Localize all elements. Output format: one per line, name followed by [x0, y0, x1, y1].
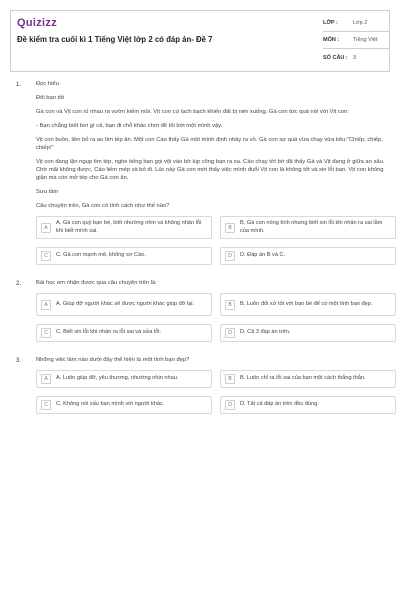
option-text: A. Luôn giúp đỡ, yêu thương, nhường nhịn nhau. — [56, 375, 179, 382]
option-c[interactable] — [36, 247, 212, 265]
question-prompt: Những việc làm nào dưới đây thể hiện là một tình bạn đẹp? — [36, 357, 190, 363]
option-text: B. Luôn chỉ ra lỗi sai của bạn một cách thẳng thắn. — [240, 375, 366, 382]
option-letter-box: C — [41, 251, 51, 261]
meta-label: SỐ CÂU : — [323, 54, 348, 61]
option-letter-box: C — [41, 328, 51, 338]
options-grid — [36, 216, 390, 265]
options-grid — [36, 370, 390, 414]
option-letter-box: B — [225, 223, 235, 233]
option-b[interactable] — [220, 293, 396, 316]
option-c[interactable] — [36, 324, 212, 342]
option-letter-box: D — [225, 251, 235, 261]
section-label: Đọc hiểu — [36, 81, 59, 87]
option-text: C. Không nói xấu bạn mình với người khác. — [56, 401, 165, 408]
questions-list — [10, 78, 390, 428]
option-text: D. Tất cả đáp án trên đều đúng. — [240, 401, 319, 408]
quizizz-logo: Quizizz — [17, 17, 57, 29]
worksheet-title: Đề kiểm tra cuối kì 1 Tiếng Việt lớp 2 có đáp án- Đề 7 — [17, 35, 213, 44]
meta-label: MÔN : — [323, 37, 340, 43]
meta-value: 3 — [353, 54, 357, 61]
option-letter-box: B — [225, 300, 235, 310]
option-d[interactable] — [220, 247, 396, 265]
option-letter-box: A — [41, 374, 51, 384]
option-a[interactable] — [36, 370, 212, 388]
option-text: D. Cả 3 đáp án trên. — [240, 329, 291, 336]
story-paragraph: Vịt con đang lặn ngụp tìm tép, nghe tiếng bạn gọi vội vào bờ kịp cõng bạn ra xa. Cáo chạy tới bờ đã thấy Gà và Vịt đang ở giữa ao sâu. Chờ mãi không được, Cáo liếm mép và bỏ đi. Lúc này Gà con mới thấy việc mình đuổi Vịt con là không tốt và xin lỗi bạn. Vịt con không giận mà còn mở tép cho Gà con ăn. — [36, 159, 385, 181]
meta-panel — [323, 15, 389, 66]
worksheet-header — [10, 10, 390, 72]
story-title: Đôi bạn tốt — [36, 95, 65, 101]
option-text: D. Đáp án B và C. — [240, 252, 286, 259]
meta-row-grade — [323, 15, 389, 32]
question-number: 1. — [16, 82, 22, 88]
meta-value: Tiếng Việt — [353, 37, 378, 43]
meta-row-question-count — [323, 49, 389, 66]
question-2 — [10, 279, 390, 342]
option-a[interactable] — [36, 216, 212, 239]
option-letter-box: A — [41, 300, 51, 310]
question-number: 2. — [16, 281, 22, 287]
question-number: 3. — [16, 358, 22, 364]
option-a[interactable] — [36, 293, 212, 316]
question-1 — [10, 80, 390, 265]
story-source: Sưu tầm — [36, 189, 59, 195]
story-paragraph: Vịt con buồn, liền bỏ ra ao tìm tép ăn. Một con Cáo thấy Gà một mình định nhảy ra vồ. Gà con sợ quá vừa chạy vừa kêu:"Chiếp, chiếp, chiếp!" — [36, 137, 383, 151]
option-letter-box: C — [41, 400, 51, 410]
option-letter-box: D — [225, 328, 235, 338]
option-b[interactable] — [220, 370, 396, 388]
story-paragraph: - Bạn chẳng biết bơi gì cả, bạn đi chỗ khác chơi để tôi bới một mình vậy. — [36, 123, 223, 129]
option-text: C. Gà con mạnh mẽ, không sợ Cáo. — [56, 252, 146, 259]
options-grid — [36, 293, 390, 342]
option-text: A. Gà con quý bạn bè, biết nhường nhịn và không nhận lỗi khi biết mình sai. — [56, 220, 202, 234]
meta-row-subject — [323, 32, 389, 49]
meta-label: LỚP : — [323, 20, 338, 26]
option-b[interactable] — [220, 216, 396, 239]
option-c[interactable] — [36, 396, 212, 414]
meta-value: Lớp 2 — [353, 20, 368, 26]
option-d[interactable] — [220, 324, 396, 342]
option-d[interactable] — [220, 396, 396, 414]
option-letter-box: A — [41, 223, 51, 233]
option-letter-box: B — [225, 374, 235, 384]
option-text: B. Gà con nóng tính nhưng biết xin lỗi khi nhận ra sai lầm của mình. — [240, 220, 383, 234]
question-3 — [10, 356, 390, 414]
story-paragraph: Gà con và Vịt con rủ nhau ra vườn kiếm mồi. Vịt con cứ lạch bạch khiến đất bị nén xuống. Gà con tức quá nói với Vịt con: — [36, 109, 349, 115]
option-text: C. Biết xin lỗi khi nhận ra lỗi sai và sửa lỗi. — [56, 329, 162, 336]
question-prompt: Câu chuyện trên, Gà con có tính cách như thế nào? — [36, 203, 170, 209]
option-letter-box: D — [225, 400, 235, 410]
question-prompt: Bài học em nhận được qua câu chuyện trên là: — [36, 280, 157, 286]
option-text: A. Giúp đỡ người khác sẽ được người khác giúp đỡ lại. — [56, 300, 195, 307]
option-text: B. Luôn đối xử tốt với bạn bè để có một tình bạn đẹp. — [240, 300, 373, 307]
